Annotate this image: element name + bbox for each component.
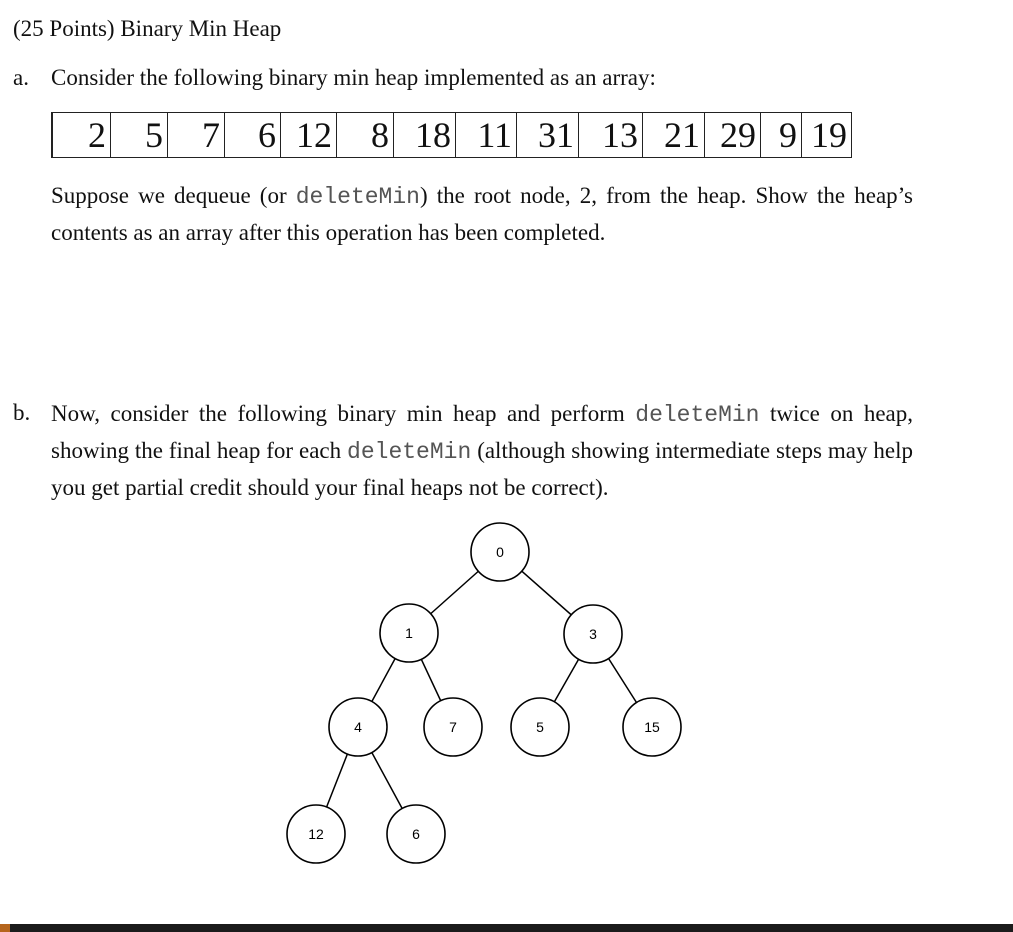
array-cell: 18 <box>394 113 456 157</box>
array-cell: 13 <box>579 113 643 157</box>
tree-node <box>511 698 569 756</box>
part-a-question-text-1: Suppose we dequeue (or <box>51 183 296 208</box>
array-cell: 21 <box>643 113 705 157</box>
array-cell: 19 <box>811 115 847 155</box>
array-cell: 29 <box>705 113 761 157</box>
array-cell: 2 <box>53 113 111 157</box>
bottom-bar <box>0 924 1013 932</box>
array-cell: 7 <box>168 113 225 157</box>
part-b-text-2: twice on heap, showing the final heap for each <box>51 401 914 463</box>
tree-node <box>424 698 482 756</box>
array-cell: 8 <box>337 113 394 157</box>
part-a-question-text-2: ) the root node, 2, from the heap. Show the heap’s contents as an array after this operation has been completed. <box>51 183 913 245</box>
tree-node-label: 3 <box>589 626 597 642</box>
tree-node <box>380 604 438 662</box>
part-a-marker: a. <box>13 65 29 90</box>
bottom-accent <box>0 924 10 932</box>
deletemin-code: deleteMin <box>635 402 760 428</box>
tree-node <box>287 805 345 863</box>
part-a-intro: Consider the following binary min heap implemented as an array: <box>51 65 656 90</box>
tree-node-label: 12 <box>308 826 324 842</box>
tree-node <box>623 698 681 756</box>
part-b-marker: b. <box>13 400 31 425</box>
tree-node <box>564 605 622 663</box>
part-b-text-1: Now, consider the following binary min heap and perform <box>51 401 636 426</box>
tree-node-label: 5 <box>536 719 544 735</box>
array-cell: 9 <box>761 113 802 157</box>
tree-node-label: 15 <box>644 719 660 735</box>
part-b-text-3: (although showing intermediate steps may help you get partial credit should your final heaps not be correct). <box>51 438 913 500</box>
tree-node-label: 4 <box>354 719 362 735</box>
array-cell: 5 <box>111 113 168 157</box>
tree-node-label: 7 <box>449 719 457 735</box>
array-cell: 11 <box>456 113 517 157</box>
array-cell: 6 <box>225 113 281 157</box>
array-cell: 31 <box>517 113 579 157</box>
deletemin-code: deleteMin <box>295 184 420 210</box>
tree-node <box>329 698 387 756</box>
tree-node <box>471 523 529 581</box>
array-cell: 12 <box>281 113 337 157</box>
tree-node-label: 6 <box>412 826 420 842</box>
tree-node-label: 0 <box>496 544 504 560</box>
page-title: (25 Points) Binary Min Heap <box>13 16 282 41</box>
deletemin-code: deleteMin <box>347 439 472 465</box>
tree-node-label: 1 <box>405 625 413 641</box>
tree-node <box>387 805 445 863</box>
